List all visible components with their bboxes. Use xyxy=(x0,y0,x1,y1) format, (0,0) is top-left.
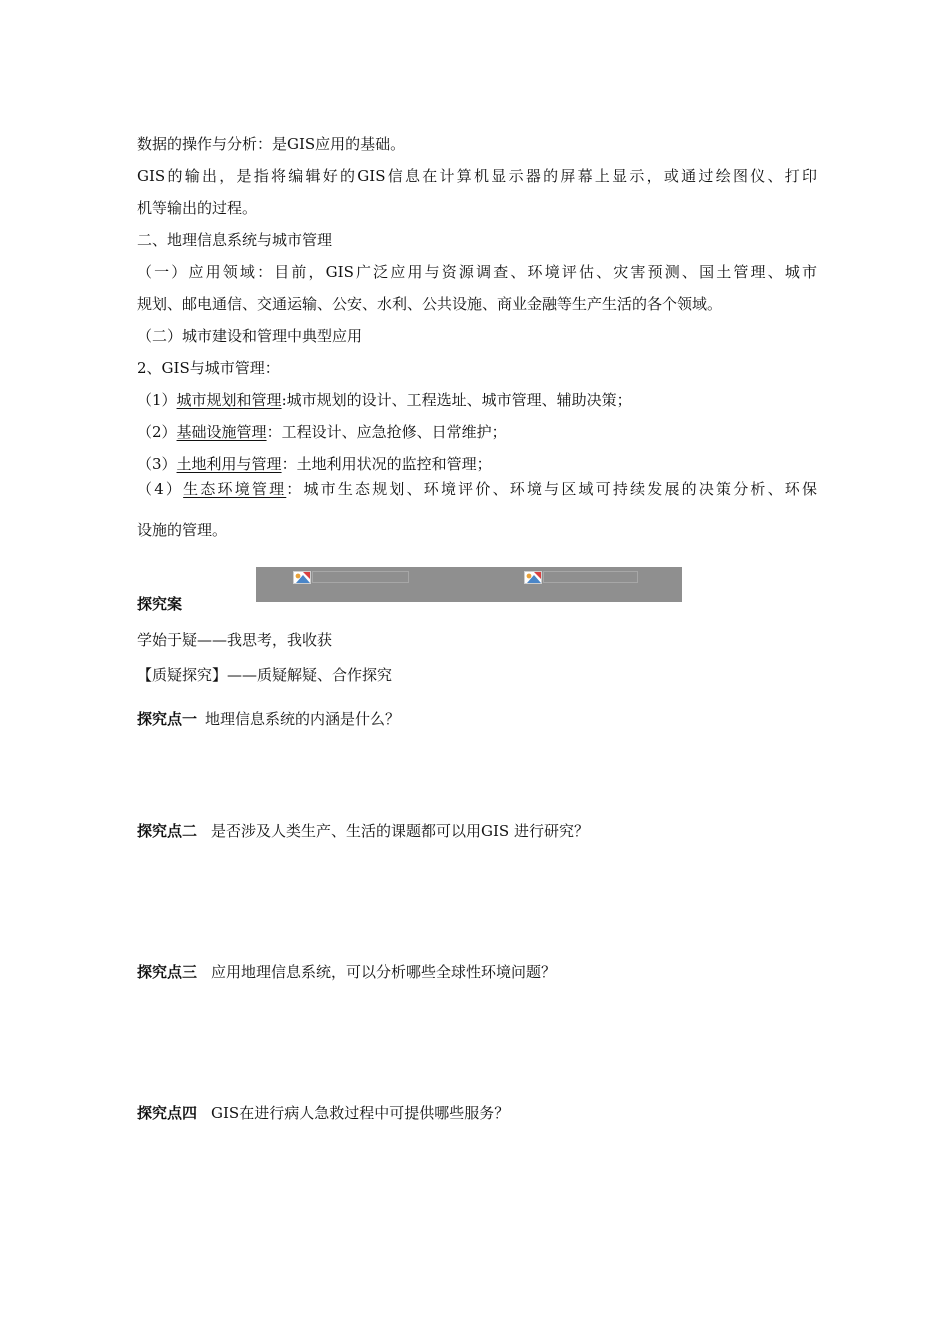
question-label: 探究点一 xyxy=(137,710,198,728)
question-item xyxy=(137,962,817,982)
broken-image-icon xyxy=(293,571,311,584)
question-label: 探究点二 xyxy=(137,822,198,840)
question-text: 应用地理信息系统，可以分析哪些全球性环境问题？ xyxy=(211,963,557,981)
subsection-heading: （二）城市建设和管理中典型应用 xyxy=(137,327,363,345)
question-text: 是否涉及人类生产、生活的课题都可以用GIS 进行研究？ xyxy=(211,822,589,840)
section-title: 探究案 xyxy=(137,595,183,613)
broken-image-icon xyxy=(524,571,542,584)
list-item: （4）生态环境管理：城市生态规划、环境评价、环境与区域可持续发展的决策分析、环保 xyxy=(137,480,817,498)
list-item: （1）城市规划和管理:城市规划的设计、工程选址、城市管理、辅助决策； xyxy=(137,391,632,409)
text-line: 数据的操作与分析：是GIS应用的基础。 xyxy=(137,135,406,153)
question-item xyxy=(137,709,817,729)
list-item: （3）土地利用与管理：土地利用状况的监控和管理； xyxy=(137,455,492,473)
subsection-heading: 2、GIS与城市管理： xyxy=(137,359,280,377)
text-line: 机等输出的过程。 xyxy=(137,199,258,217)
question-item xyxy=(137,1103,817,1123)
motto-line: 学始于疑——我思考，我收获 xyxy=(137,631,333,649)
question-text: GIS在进行病人急救过程中可提供哪些服务？ xyxy=(211,1104,510,1122)
list-item: （2）基础设施管理：工程设计、应急抢修、日常维护； xyxy=(137,423,507,441)
text-line: GIS的输出，是指将编辑好的GIS信息在计算机显示器的屏幕上显示，或通过绘图仪、打印 xyxy=(137,167,817,185)
section-heading: 二、地理信息系统与城市管理 xyxy=(137,231,333,249)
question-item xyxy=(137,821,817,841)
list-item-term: 基础设施管理 xyxy=(176,423,267,441)
question-label: 探究点三 xyxy=(137,963,198,981)
text-line: （一）应用领域：目前，GIS广泛应用与资源调查、环境评估、灾害预测、国土管理、城市 xyxy=(137,263,817,281)
broken-image-frame xyxy=(312,571,409,583)
question-text: 地理信息系统的内涵是什么？ xyxy=(205,710,401,728)
list-item-term: 土地利用与管理 xyxy=(176,455,282,473)
list-item-term: 生态环境管理 xyxy=(183,480,287,498)
text-line: 设施的管理。 xyxy=(137,521,228,539)
list-item-term: 城市规划和管理 xyxy=(176,391,282,409)
broken-image-frame xyxy=(543,571,638,583)
question-label: 探究点四 xyxy=(137,1104,198,1122)
explore-heading: 【质疑探究】——质疑解疑、合作探究 xyxy=(137,666,393,684)
text-line: 规划、邮电通信、交通运输、公安、水利、公共设施、商业金融等生产生活的各个领域。 xyxy=(137,295,723,313)
